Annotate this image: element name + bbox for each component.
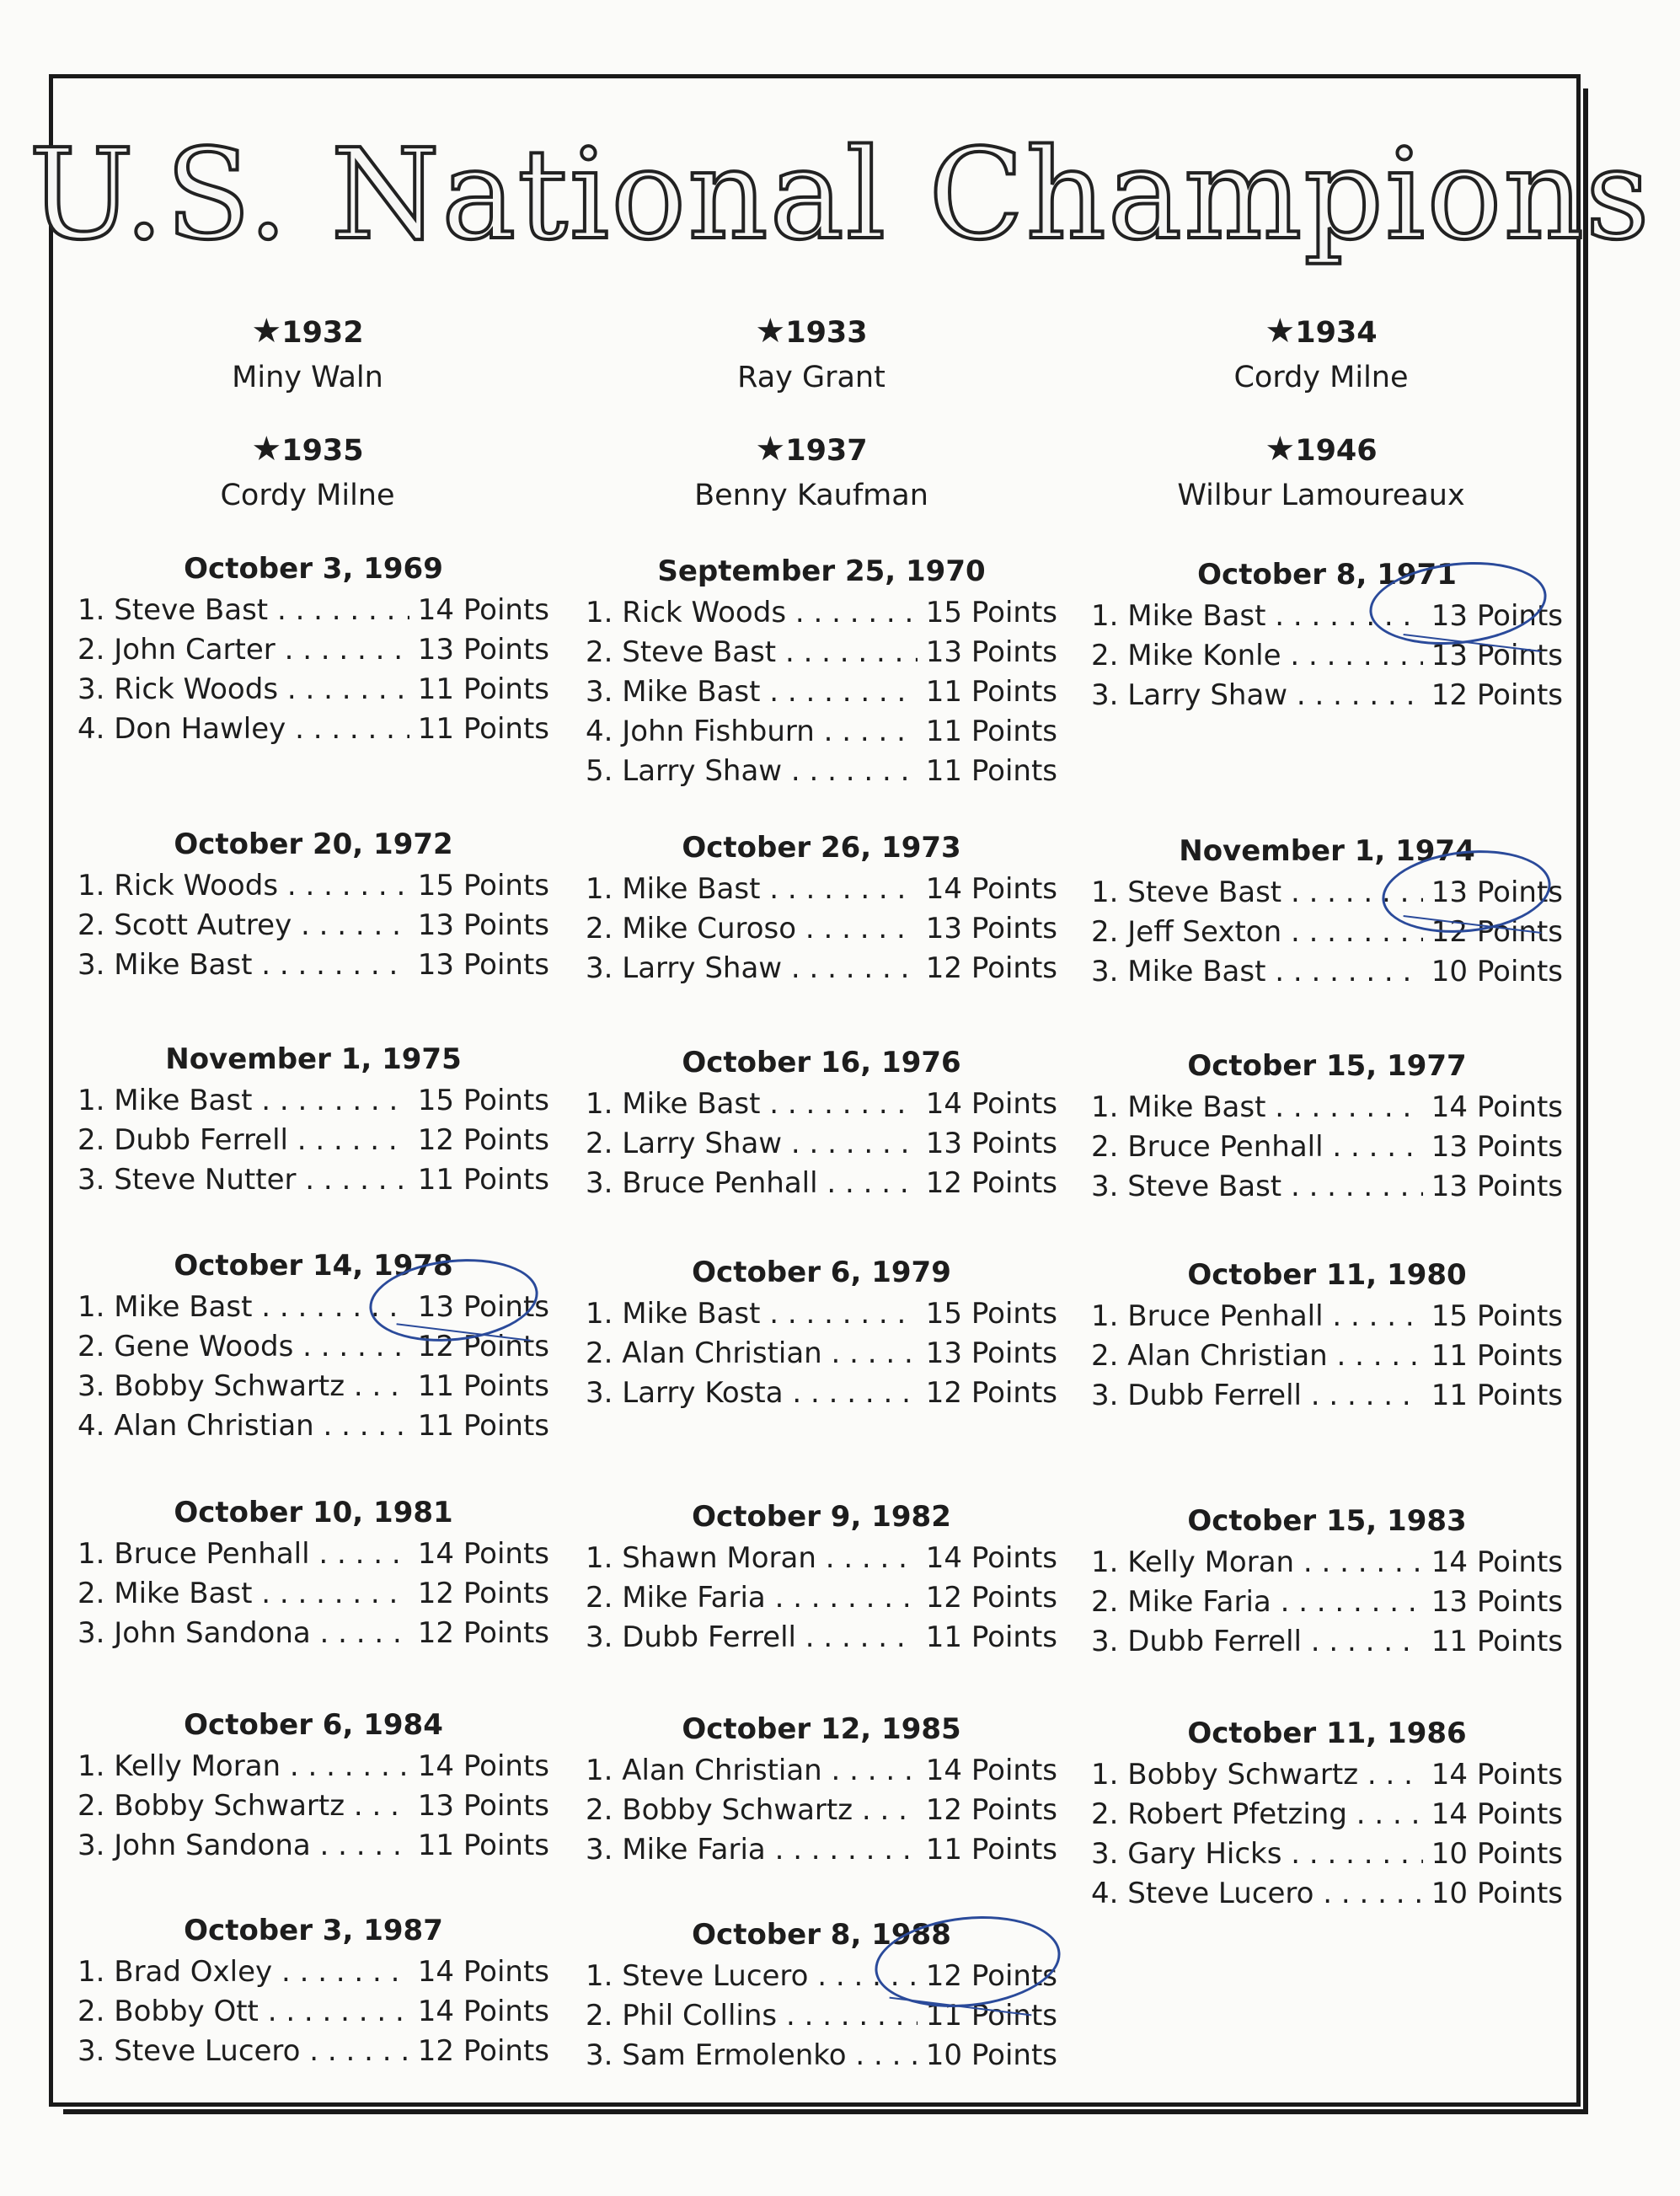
rider-points: 14 Points <box>417 1537 549 1571</box>
rider-points: 11 Points <box>417 1369 549 1403</box>
rider-points: 11 Points <box>417 712 549 746</box>
result-row <box>1091 1583 1563 1622</box>
event-block <box>78 1496 549 1653</box>
result-row <box>586 949 1057 988</box>
star-icon: ★ <box>1265 430 1296 469</box>
rider-points: 15 Points <box>1431 1299 1563 1333</box>
event-date: October 3, 1969 <box>184 552 443 586</box>
result-row <box>1091 1088 1563 1127</box>
rider-points: 14 Points <box>417 1749 549 1783</box>
result-row <box>586 1830 1057 1870</box>
rider-name: 1. Alan Christian . . . <box>586 1751 918 1791</box>
rider-name: 2. John Carter . . . <box>78 630 409 670</box>
rider-points: 13 Points <box>417 633 549 667</box>
result-row <box>78 1288 549 1327</box>
event-date: October 3, 1987 <box>184 1914 443 1947</box>
rider-points: 13 Points <box>417 1290 549 1324</box>
rider-name: 3. Steve Bast . . . <box>1091 1167 1423 1207</box>
event-block <box>78 1914 549 2071</box>
event-date: October 9, 1982 <box>692 1500 951 1534</box>
champion-name: Miny Waln <box>232 361 383 394</box>
result-row <box>78 710 549 749</box>
rider-points: 11 Points <box>1431 1625 1563 1658</box>
rider-name: 2. Alan Christian . . . <box>1091 1336 1423 1376</box>
event-date: October 14, 1978 <box>174 1249 453 1283</box>
champion-year <box>601 312 1022 351</box>
rider-points: 12 Points <box>417 1616 549 1650</box>
rider-name: 1. Kelly Moran . . . <box>1091 1543 1423 1583</box>
result-row <box>1091 1167 1563 1207</box>
result-row <box>586 1374 1057 1413</box>
event-date: October 11, 1980 <box>1187 1258 1467 1292</box>
result-row <box>78 1574 549 1614</box>
champion-year <box>1110 430 1532 469</box>
rider-points: 12 Points <box>417 1577 549 1610</box>
champion-name: Cordy Milne <box>220 479 395 512</box>
rider-name: 3. Dubb Ferrell . . . <box>1091 1622 1423 1662</box>
result-row <box>586 633 1057 672</box>
rider-name: 2. Robert Pfetzing . . . <box>1091 1795 1423 1834</box>
champion-year <box>97 430 518 469</box>
rider-name: 3. Gary Hicks . . . <box>1091 1834 1423 1874</box>
result-row <box>1091 1834 1563 1874</box>
rider-name: 1. Steve Lucero . . . <box>586 1957 918 1996</box>
rider-points: 13 Points <box>417 1789 549 1823</box>
rider-points: 14 Points <box>1431 1545 1563 1579</box>
result-row <box>78 2032 549 2071</box>
rider-points: 12 Points <box>925 1581 1057 1615</box>
rider-name: 2. Bruce Penhall . . . <box>1091 1127 1423 1167</box>
result-row <box>586 1578 1057 1618</box>
rider-points: 14 Points <box>1431 1758 1563 1792</box>
rider-points: 12 Points <box>417 1123 549 1157</box>
rider-points: 13 Points <box>925 1127 1057 1160</box>
rider-name: 2. Bobby Ott . . . <box>78 1992 409 2032</box>
event-date: October 6, 1979 <box>692 1256 951 1289</box>
champion-name: Wilbur Lamoureaux <box>1177 479 1465 512</box>
rider-name: 2. Scott Autrey . . . <box>78 906 409 945</box>
rider-name: 2. Larry Shaw . . . <box>586 1124 918 1164</box>
result-row <box>586 1618 1057 1658</box>
event-block <box>78 828 549 985</box>
rider-name: 1. Mike Bast . . . <box>586 870 918 909</box>
event-block <box>586 1918 1057 2075</box>
result-row <box>1091 676 1563 715</box>
rider-name: 3. Larry Kosta . . . <box>586 1374 918 1413</box>
event-block <box>1091 1717 1563 1914</box>
rider-points: 15 Points <box>417 869 549 903</box>
result-row <box>586 1996 1057 2036</box>
result-row <box>1091 1297 1563 1336</box>
rider-name: 4. Don Hawley . . . <box>78 710 409 749</box>
rider-points: 11 Points <box>417 1409 549 1443</box>
rider-name: 1. Rick Woods . . . <box>78 866 409 906</box>
event-date: November 1, 1974 <box>1179 834 1475 868</box>
rider-name: 4. Steve Lucero . . . <box>1091 1874 1423 1914</box>
rider-name: 1. Mike Bast . . . <box>78 1288 409 1327</box>
rider-name: 1. Mike Bast . . . <box>78 1081 409 1121</box>
champion-name: Benny Kaufman <box>694 479 928 512</box>
rider-name: 3. John Sandona . . . <box>78 1614 409 1653</box>
rider-points: 11 Points <box>925 715 1057 748</box>
rider-name: 2. Mike Curoso . . . <box>586 909 918 949</box>
star-icon: ★ <box>755 430 786 469</box>
rider-name: 2. Bobby Schwartz . . . <box>78 1786 409 1826</box>
rider-points: 13 Points <box>1431 639 1563 672</box>
rider-points: 12 Points <box>925 1793 1057 1827</box>
event-date: October 20, 1972 <box>174 828 453 861</box>
rider-points: 12 Points <box>925 1166 1057 1200</box>
rider-points: 11 Points <box>1431 1379 1563 1412</box>
star-icon: ★ <box>755 312 786 351</box>
result-row <box>586 1085 1057 1124</box>
rider-name: 2. Steve Bast . . . <box>586 633 918 672</box>
rider-name: 2. Mike Bast . . . <box>78 1574 409 1614</box>
result-row <box>1091 1543 1563 1583</box>
rider-points: 13 Points <box>1431 1130 1563 1164</box>
champion-block <box>601 430 1022 512</box>
champion-year <box>1110 312 1532 351</box>
result-row <box>586 1957 1057 1996</box>
rider-name: 1. Bobby Schwartz . . . <box>1091 1755 1423 1795</box>
event-date: October 26, 1973 <box>682 831 961 865</box>
result-row <box>1091 873 1563 913</box>
result-row <box>1091 913 1563 952</box>
result-row <box>1091 1336 1563 1376</box>
champion-year-text: 1935 <box>281 434 364 468</box>
result-row <box>78 1614 549 1653</box>
star-icon: ★ <box>251 312 282 351</box>
rider-points: 12 Points <box>1431 678 1563 712</box>
result-row <box>586 1124 1057 1164</box>
event-date: October 8, 1988 <box>692 1918 951 1952</box>
result-row <box>78 1786 549 1826</box>
event-block <box>78 1708 549 1866</box>
rider-points: 12 Points <box>925 1376 1057 1410</box>
rider-name: 3. Mike Bast . . . <box>586 672 918 712</box>
event-block <box>586 831 1057 988</box>
result-row <box>586 593 1057 633</box>
rider-name: 2. Mike Faria . . . <box>1091 1583 1423 1622</box>
rider-points: 11 Points <box>417 672 549 706</box>
rider-points: 13 Points <box>1431 1170 1563 1203</box>
result-row <box>78 1826 549 1866</box>
result-row <box>586 752 1057 791</box>
rider-name: 1. Mike Bast . . . <box>586 1085 918 1124</box>
result-row <box>586 1539 1057 1578</box>
event-block <box>78 1042 549 1200</box>
result-row <box>78 1160 549 1200</box>
event-block <box>1091 558 1563 715</box>
champion-year-text: 1933 <box>785 316 868 350</box>
rider-points: 12 Points <box>417 2034 549 2068</box>
result-row <box>586 712 1057 752</box>
result-row <box>1091 1755 1563 1795</box>
rider-name: 2. Bobby Schwartz . . . <box>586 1791 918 1830</box>
result-row <box>586 1294 1057 1334</box>
rider-points: 13 Points <box>925 912 1057 945</box>
rider-name: 3. Mike Bast . . . <box>1091 952 1423 992</box>
rider-points: 14 Points <box>925 1541 1057 1575</box>
rider-name: 3. Dubb Ferrell . . . <box>586 1618 918 1658</box>
rider-points: 11 Points <box>417 1829 549 1862</box>
champion-block <box>601 312 1022 394</box>
result-row <box>78 670 549 710</box>
result-row <box>78 866 549 906</box>
rider-name: 3. Bruce Penhall . . . <box>586 1164 918 1203</box>
champion-year-text: 1932 <box>281 316 364 350</box>
result-row <box>586 2036 1057 2075</box>
rider-name: 1. Mike Bast . . . <box>586 1294 918 1334</box>
rider-points: 15 Points <box>417 1084 549 1117</box>
champion-name: Cordy Milne <box>1233 361 1409 394</box>
result-row <box>1091 952 1563 992</box>
rider-name: 3. John Sandona . . . <box>78 1826 409 1866</box>
rider-name: 2. Phil Collins . . . <box>586 1996 918 2036</box>
event-block <box>1091 1504 1563 1662</box>
result-row <box>78 1367 549 1406</box>
result-row <box>78 1992 549 2032</box>
rider-points: 10 Points <box>1431 1837 1563 1871</box>
rider-name: 3. Steve Lucero . . . <box>78 2032 409 2071</box>
rider-points: 13 Points <box>1431 599 1563 633</box>
rider-points: 11 Points <box>925 675 1057 709</box>
rider-name: 3. Larry Shaw . . . <box>1091 676 1423 715</box>
event-date: September 25, 1970 <box>657 554 986 588</box>
result-row <box>586 870 1057 909</box>
rider-name: 2. Dubb Ferrell . . . <box>78 1121 409 1160</box>
star-icon: ★ <box>1265 312 1296 351</box>
rider-name: 1. Steve Bast . . . <box>1091 873 1423 913</box>
rider-points: 12 Points <box>925 1959 1057 1993</box>
result-row <box>78 1327 549 1367</box>
rider-name: 1. Bruce Penhall . . . <box>78 1535 409 1574</box>
rider-name: 3. Larry Shaw . . . <box>586 949 918 988</box>
rider-name: 2. Alan Christian . . . <box>586 1334 918 1374</box>
event-block <box>1091 834 1563 992</box>
result-row <box>586 1164 1057 1203</box>
champion-block <box>1110 430 1532 512</box>
rider-name: 1. Rick Woods . . . <box>586 593 918 633</box>
rider-points: 14 Points <box>1431 1090 1563 1124</box>
result-row <box>78 1952 549 1992</box>
rider-name: 1. Mike Bast . . . <box>1091 1088 1423 1127</box>
champion-block <box>97 430 518 512</box>
event-date: October 10, 1981 <box>174 1496 453 1529</box>
rider-points: 13 Points <box>1431 1585 1563 1619</box>
rider-name: 3. Mike Faria . . . <box>586 1830 918 1870</box>
event-date: October 8, 1971 <box>1197 558 1457 592</box>
result-row <box>1091 636 1563 676</box>
result-row <box>78 906 549 945</box>
rider-name: 3. Rick Woods . . . <box>78 670 409 710</box>
rider-name: 3. Mike Bast . . . <box>78 945 409 985</box>
event-date: November 1, 1975 <box>165 1042 462 1076</box>
rider-points: 11 Points <box>1431 1339 1563 1373</box>
event-block <box>586 1500 1057 1658</box>
result-row <box>78 591 549 630</box>
event-date: October 15, 1983 <box>1187 1504 1467 1538</box>
champion-year-text: 1934 <box>1295 316 1378 350</box>
rider-name: 1. Mike Bast . . . <box>1091 597 1423 636</box>
rider-points: 13 Points <box>417 948 549 982</box>
event-date: October 11, 1986 <box>1187 1717 1467 1750</box>
rider-points: 11 Points <box>925 754 1057 788</box>
rider-points: 14 Points <box>417 1995 549 2028</box>
rider-points: 11 Points <box>925 1999 1057 2033</box>
champion-name: Ray Grant <box>737 361 885 394</box>
result-row <box>1091 1874 1563 1914</box>
rider-name: 3. Bobby Schwartz . . . <box>78 1367 409 1406</box>
rider-name: 5. Larry Shaw . . . <box>586 752 918 791</box>
rider-points: 10 Points <box>1431 1877 1563 1910</box>
rider-name: 2. Gene Woods . . . <box>78 1327 409 1367</box>
champion-year <box>97 312 518 351</box>
rider-points: 13 Points <box>417 908 549 942</box>
result-row <box>78 945 549 985</box>
result-row <box>78 1535 549 1574</box>
champion-block <box>97 312 518 394</box>
result-row <box>1091 1127 1563 1167</box>
event-block <box>78 1249 549 1446</box>
rider-name: 1. Brad Oxley . . . <box>78 1952 409 1992</box>
rider-points: 14 Points <box>417 593 549 627</box>
rider-points: 15 Points <box>925 1297 1057 1331</box>
result-row <box>586 1791 1057 1830</box>
event-block <box>586 554 1057 791</box>
event-date: October 16, 1976 <box>682 1046 961 1079</box>
result-row <box>1091 1622 1563 1662</box>
result-row <box>586 909 1057 949</box>
event-block <box>586 1712 1057 1870</box>
event-date: October 12, 1985 <box>682 1712 961 1746</box>
rider-points: 11 Points <box>925 1833 1057 1867</box>
rider-points: 12 Points <box>417 1330 549 1363</box>
result-row <box>78 1081 549 1121</box>
result-row <box>1091 1376 1563 1416</box>
event-block <box>586 1046 1057 1203</box>
result-row <box>78 1121 549 1160</box>
result-row <box>1091 1795 1563 1834</box>
rider-name: 4. John Fishburn . . . <box>586 712 918 752</box>
result-row <box>586 1751 1057 1791</box>
rider-name: 2. Mike Faria . . . <box>586 1578 918 1618</box>
champion-year <box>601 430 1022 469</box>
page-title: U.S. National Champions <box>29 122 1651 267</box>
rider-name: 3. Steve Nutter . . . <box>78 1160 409 1200</box>
champion-year-text: 1946 <box>1295 434 1378 468</box>
rider-points: 12 Points <box>1431 915 1563 949</box>
champion-year-text: 1937 <box>785 434 868 468</box>
rider-points: 10 Points <box>925 2038 1057 2072</box>
rider-points: 14 Points <box>925 1754 1057 1787</box>
rider-points: 13 Points <box>1431 876 1563 909</box>
rider-points: 13 Points <box>925 1336 1057 1370</box>
rider-points: 14 Points <box>925 872 1057 906</box>
rider-name: 3. Sam Ermolenko . . . <box>586 2036 918 2075</box>
rider-points: 14 Points <box>925 1087 1057 1121</box>
event-date: October 15, 1977 <box>1187 1049 1467 1083</box>
result-row <box>78 1406 549 1446</box>
event-date: October 6, 1984 <box>184 1708 443 1742</box>
event-block <box>586 1256 1057 1413</box>
result-row <box>586 1334 1057 1374</box>
rider-name: 2. Jeff Sexton . . . <box>1091 913 1423 952</box>
rider-name: 3. Dubb Ferrell . . . <box>1091 1376 1423 1416</box>
champion-block <box>1110 312 1532 394</box>
result-row <box>586 672 1057 712</box>
rider-name: 1. Bruce Penhall . . . <box>1091 1297 1423 1336</box>
event-block <box>1091 1258 1563 1416</box>
rider-points: 14 Points <box>417 1955 549 1989</box>
event-block <box>78 552 549 749</box>
rider-name: 1. Kelly Moran . . . <box>78 1747 409 1786</box>
result-row <box>78 630 549 670</box>
rider-name: 4. Alan Christian . . . <box>78 1406 409 1446</box>
rider-points: 10 Points <box>1431 955 1563 988</box>
rider-points: 14 Points <box>1431 1797 1563 1831</box>
rider-points: 12 Points <box>925 951 1057 985</box>
rider-points: 13 Points <box>925 635 1057 669</box>
result-row <box>78 1747 549 1786</box>
rider-points: 11 Points <box>925 1620 1057 1654</box>
rider-points: 11 Points <box>417 1163 549 1197</box>
rider-name: 1. Shawn Moran . . . <box>586 1539 918 1578</box>
event-block <box>1091 1049 1563 1207</box>
star-icon: ★ <box>251 430 282 469</box>
rider-points: 15 Points <box>925 596 1057 629</box>
rider-name: 1. Steve Bast . . . <box>78 591 409 630</box>
rider-name: 2. Mike Konle . . . <box>1091 636 1423 676</box>
result-row <box>1091 597 1563 636</box>
